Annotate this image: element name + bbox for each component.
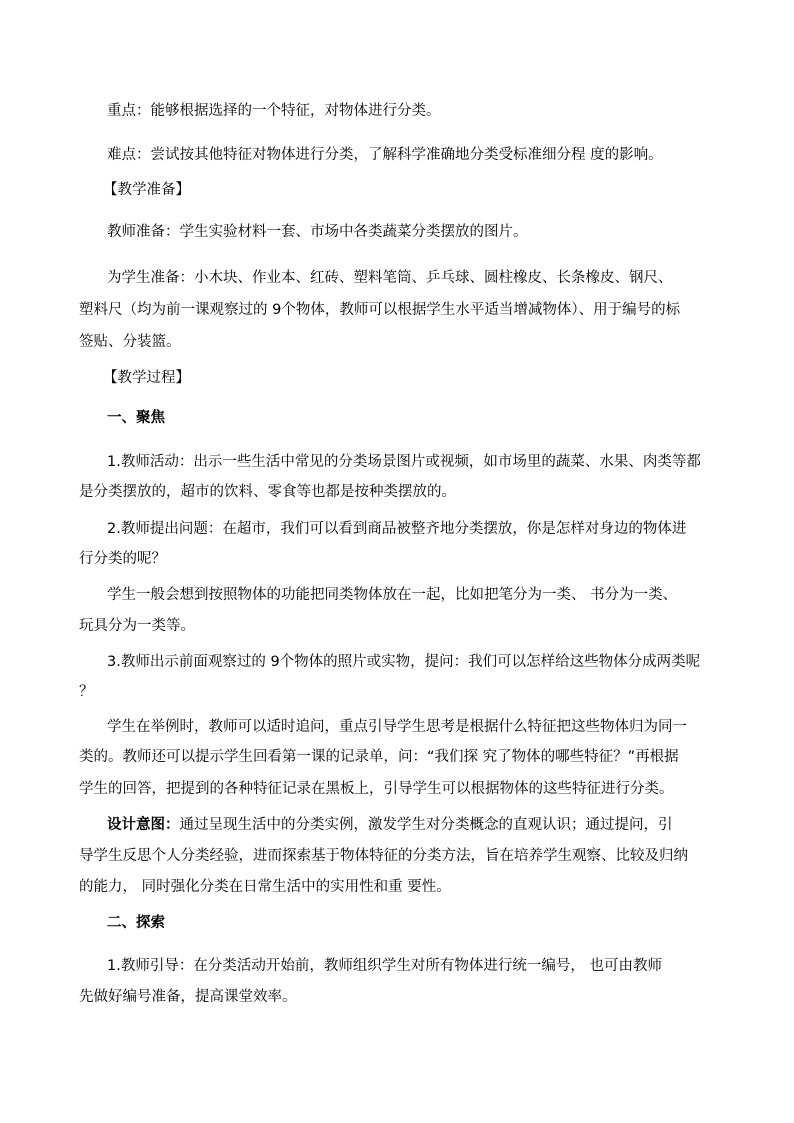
student-prep-line: 塑料尺（均为前一课观察过的 9个物体，教师可以根据学生水平适当增减物体）、用于编号的标 bbox=[79, 302, 681, 318]
s1-guide-line: 学生在举例时，教师可以适时追问，重点引导学生思考是根据什么特征把这些物体归为同一 bbox=[107, 719, 687, 735]
s2-item1-line: 1.教师引导：在分类活动开始前，教师组织学生对所有物体进行统一编号， 也可由教师 bbox=[107, 958, 662, 974]
student-prep-line: 签贴、分装篮。 bbox=[79, 334, 181, 350]
process-heading: 【教学过程】 bbox=[103, 370, 190, 386]
section-title-explore: 二、探索 bbox=[107, 915, 165, 931]
design-intent-line bbox=[107, 815, 673, 835]
teacher-prep-paragraph: 教师准备：学生实验材料一套、市场中各类蔬菜分类摆放的图片。 bbox=[107, 224, 528, 240]
s1-item1-line: 1.教师活动：出示一些生活中常见的分类场景图片或视频，如市场里的蔬菜、水果、肉类等都 bbox=[107, 454, 701, 470]
prep-heading: 【教学准备】 bbox=[103, 182, 190, 198]
s1-guide-line: 类的。教师还可以提示学生回看第一课的记录单，问：“我们探 究了物体的哪些特征？”再根据 bbox=[79, 749, 679, 765]
design-intent-line: 导学生反思个人分类经验，进而探索基于物体特征的分类方法，旨在培养学生观察、比较及归纳 bbox=[79, 848, 688, 864]
design-intent-label: 设计意图： bbox=[107, 817, 180, 833]
design-intent-text: 通过呈现生活中的分类实例，激发学生对分类概念的直观认识；通过提问，引 bbox=[179, 817, 673, 833]
s1-item3-line: 3.教师出示前面观察过的 9个物体的照片或实物，提问：我们可以怎样给这些物体分成两类呢 bbox=[107, 654, 701, 670]
difficulty-paragraph: 难点：尝试按其他特征对物体进行分类，了解科学准确地分类受标准细分程 度的影响。 bbox=[107, 147, 663, 163]
section-title-focus: 一、聚焦 bbox=[107, 410, 165, 426]
s1-item3-line: ？ bbox=[79, 684, 94, 700]
student-prep-line: 为学生准备：小木块、作业本、红砖、塑料笔筒、乒乓球、圆柱橡皮、长条橡皮、钢尺、 bbox=[107, 270, 673, 286]
s1-item1-line: 是分类摆放的，超市的饮料、零食等也都是按种类摆放的。 bbox=[79, 484, 456, 500]
focus-paragraph: 重点：能够根据选择的一个特征，对物体进行分类。 bbox=[107, 103, 441, 119]
design-intent-line: 的能力， 同时强化分类在日常生活中的实用性和重 要性。 bbox=[79, 879, 451, 895]
s1-guide-line: 学生的回答，把提到的各种特征记录在黑板上，引导学生可以根据物体的这些特征进行分类。 bbox=[79, 781, 674, 797]
s1-student-line: 学生一般会想到按照物体的功能把同类物体放在一起，比如把笔分为一类、 书分为一类、 bbox=[107, 587, 678, 603]
s1-student-line: 玩具分为一类等。 bbox=[79, 618, 195, 634]
s1-item2-line: 行分类的呢？ bbox=[79, 551, 166, 567]
s2-item1-line: 先做好编号准备，提高课堂效率。 bbox=[79, 989, 297, 1005]
s1-item2-line: 2.教师提出问题：在超市，我们可以看到商品被整齐地分类摆放，你是怎样对身边的物体进 bbox=[107, 521, 687, 537]
